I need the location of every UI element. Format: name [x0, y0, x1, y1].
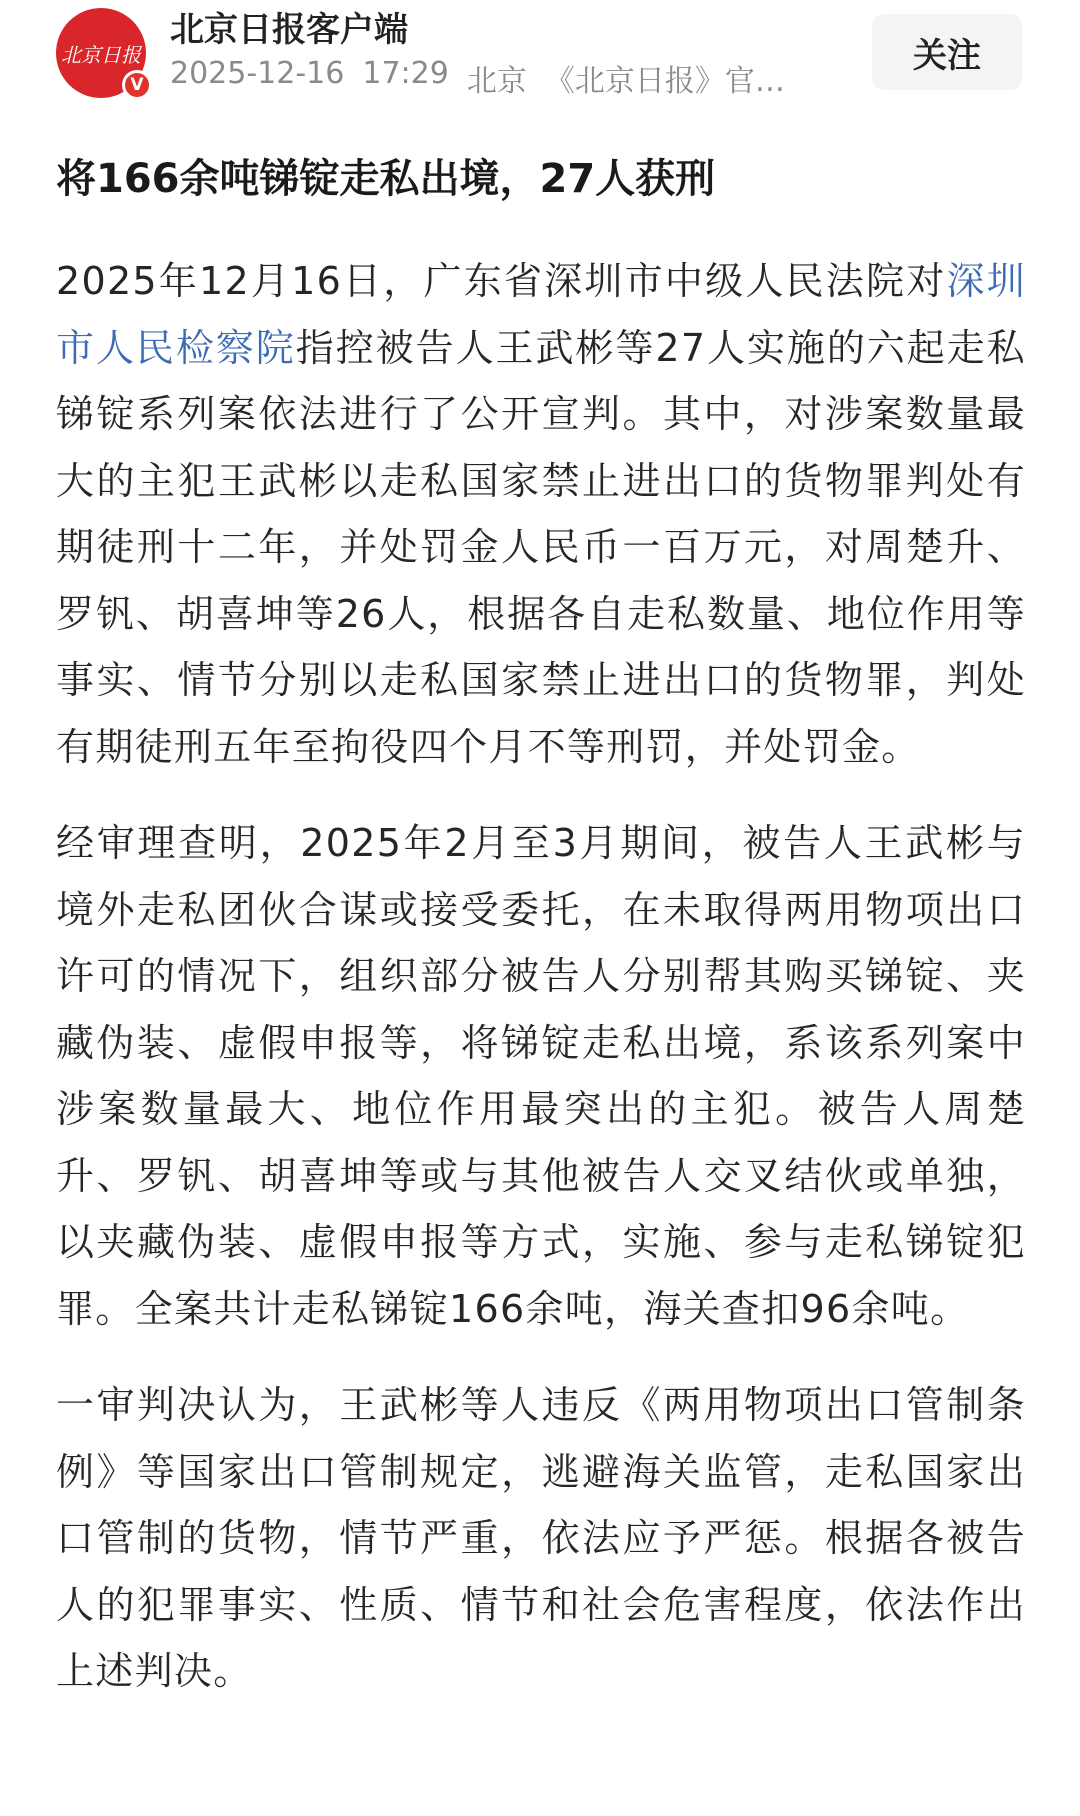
article-body: [56, 248, 1026, 1735]
verified-badge-icon: V: [122, 70, 152, 100]
post-time: 17:29: [362, 56, 449, 91]
paragraph-1-text-a: 2025年12月16日，广东省深圳市中级人民法院对: [56, 259, 947, 303]
paragraph-1-text-b: 指控被告人王武彬等27人实施的六起走私锑锭系列案依法进行了公开宣判。其中，对涉案数量最大的主犯王武彬以走私国家禁止进出口的货物罪判处有期徒刑十二年，并处罚金人民币一百万元，对周楚升、罗钒、胡喜坤等26人，根据各自走私数量、地位作用等事实、情节分别以走私国家禁止进出口的货物罪，判处有期徒刑五年至拘役四个月不等刑罚，并处罚金。: [56, 325, 1026, 769]
article-header: [0, 0, 1080, 130]
post-meta: [170, 56, 830, 100]
article-title: 将166余吨锑锭走私出境，27人获刑: [56, 156, 716, 202]
paragraph-1: [56, 248, 1026, 780]
post-source: 《北京日报》官…: [544, 64, 785, 99]
avatar[interactable]: [56, 8, 146, 98]
follow-button[interactable]: 关注: [872, 14, 1022, 90]
avatar-logo: 北京日报: [61, 42, 141, 67]
post-location: 北京: [466, 64, 527, 99]
paragraph-3: 一审判决认为，王武彬等人违反《两用物项出口管制条例》等国家出口管制规定，逃避海关监管，走私国家出口管制的货物，情节严重，依法应予严惩。根据各被告人的犯罪事实、性质、情节和社会危害程度，依法作出上述判决。: [56, 1383, 1026, 1693]
procuratorate-link[interactable]: 深圳市人民检察院: [56, 259, 1026, 370]
paragraph-2: 经审理查明，2025年2月至3月期间，被告人王武彬与境外走私团伙合谋或接受委托，在未取得两用物项出口许可的情况下，组织部分被告人分别帮其购买锑锭、夹藏伪装、虚假申报等，将锑锭走私出境，系该系列案中涉案数量最大、地位作用最突出的主犯。被告人周楚升、罗钒、胡喜坤等或与其他被告人交叉结伙或单独，以夹藏伪装、虚假申报等方式，实施、参与走私锑锭犯罪。全案共计走私锑锭166余吨，海关查扣96余吨。: [56, 821, 1026, 1331]
post-date: 2025-12-16: [170, 56, 345, 91]
account-name[interactable]: 北京日报客户端: [170, 10, 408, 50]
